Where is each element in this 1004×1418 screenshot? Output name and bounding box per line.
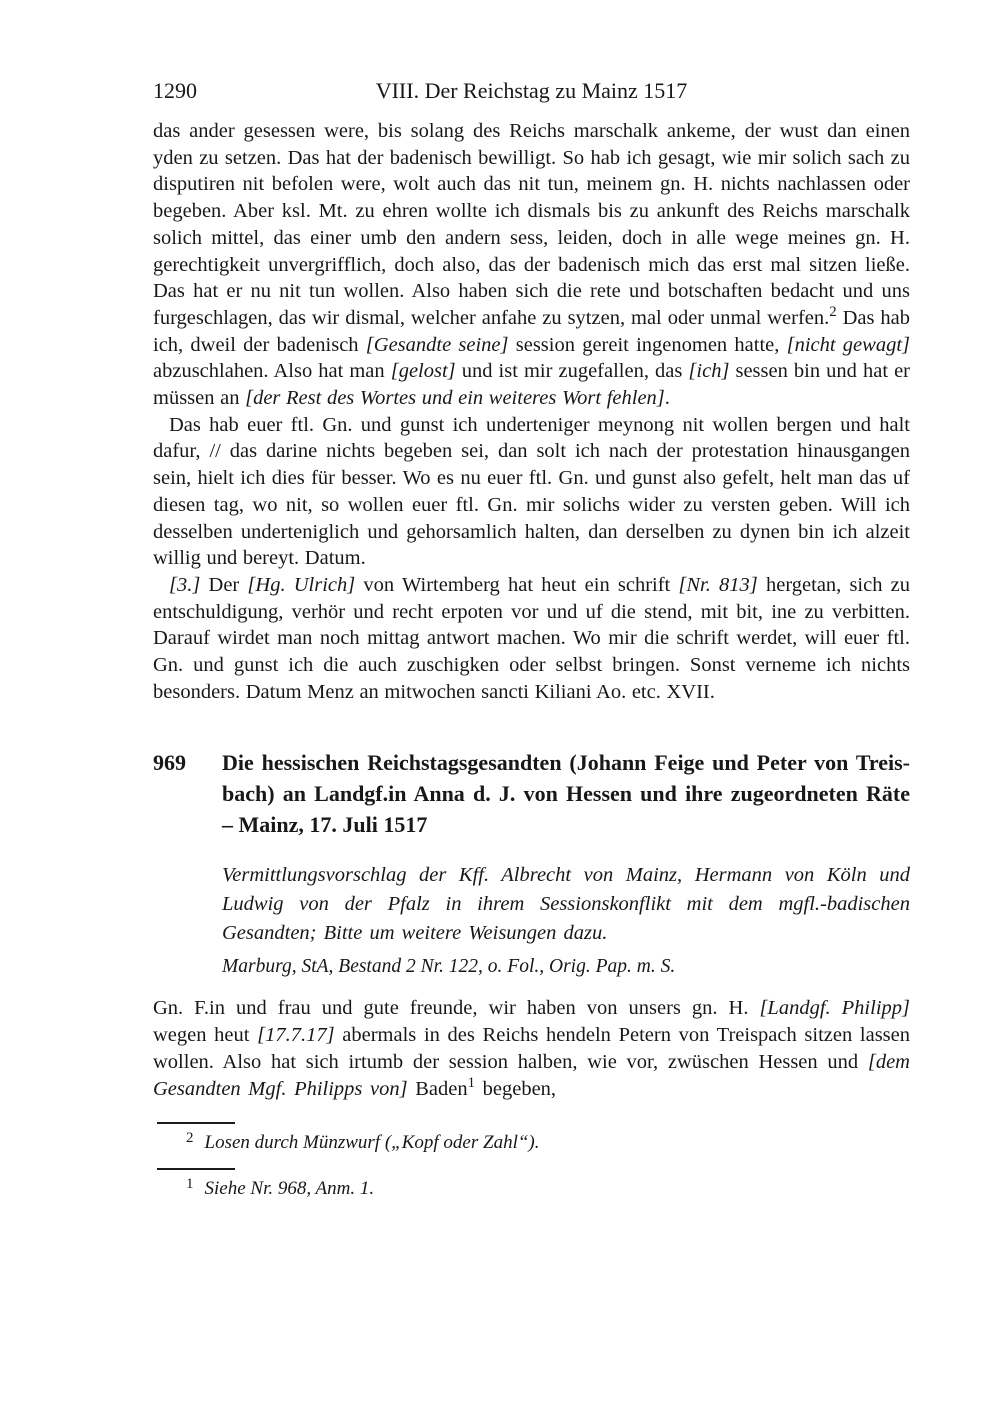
- footnote-separator-rule: [157, 1122, 235, 1124]
- paragraph: Das hab euer ftl. Gn. und gunst ich underteniger meynong nit wollen bergen und halt dafur, // das darine nichts begeben sei, dan solt ich nach der protestation hinausgangen sein, hielt ich dies für besser. Wo es nu euer ftl. Gn. und gunst also gefelt, helt man das uf diesen tag, wo nit, so wollen euer ftl. Gn. mir solichs wider zu versten geben. Will ich desselben underteniglich und gehorsamlich halten, dan derselben zu dynen bin ich alzeit willig und bereyt. Datum.: [153, 413, 910, 570]
- document-heading: [153, 747, 910, 840]
- page-number: 1290: [153, 78, 197, 103]
- title-line: Die hessischen Reichstagsgesandten (Johann Feige und Peter von Treis-: [222, 750, 910, 776]
- title-line: – Mainz, 17. Juli 1517: [222, 812, 428, 838]
- paragraph: [3.] Der [Hg. Ulrich] von Wirtemberg hat heut ein schrift [Nr. 813] hergetan, sich zu entschuldigung, verhör und recht erpoten vor und uf die stend, mit bit, ine zu verbitten. Darauf wirdet man noch mittag antwort machen. Wo mir die schrift werdet, will euer ftl. Gn. und gunst ich die auch zuschigken oder selbst bringen. Sonst verneme ich nichts besonders. Datum Menz an mitwochen sancti Kiliani Ao. etc. XVII.: [153, 573, 910, 703]
- footnote: [153, 1126, 910, 1155]
- title-line: bach) an Landgf.in Anna d. J. von Hessen und ihre zugeordneten Räte: [222, 781, 910, 807]
- footnotes-section: [153, 1122, 910, 1201]
- footnote-separator-rule: [157, 1168, 235, 1170]
- footnote-number: 1: [186, 1176, 194, 1193]
- running-header: [153, 78, 910, 104]
- footnote-number: 2: [186, 1130, 194, 1147]
- footnote-text: Siehe Nr. 968, Anm. 1.: [204, 1178, 375, 1200]
- paragraph: Gn. F.in und frau und gute freunde, wir haben von unsers gn. H. [Landgf. Philipp] wegen heut [17.7.17] abermals in des Reichs hendeln Petern von Treispach sitzen lassen wollen. Also hat sich irtumb der session halben, wie vor, zwüschen Hessen und [dem Gesandten Mgf. Philipps von] Baden$^1$ begeben,: [153, 997, 911, 1100]
- document-number: 969: [153, 750, 186, 776]
- document-body: [153, 995, 910, 1102]
- continuation-text: [153, 118, 910, 705]
- footnote: [153, 1172, 910, 1201]
- footnote-text: Losen durch Münzwurf („Kopf oder Zahl“).: [204, 1132, 540, 1154]
- running-head-title: VIII. Der Reichstag zu Mainz 1517: [375, 78, 688, 103]
- footnote-reference: 2: [829, 304, 837, 321]
- document-title: [222, 747, 910, 840]
- paragraph: das ander gesessen were, bis solang des Reichs marschalk ankeme, der wust dan einen yden zu setzen. Das hat der badenisch bewilligt. So hab ich gesagt, wie mir solich sach zu disputiren nit befolen were, wolt auch das nit tun, meinem gn. H. nichts nachlassen oder begeben. Aber ksl. Mt. zu ehren wollte ich dismals bis zu ankunft des Reichs marschalk solich mittel, das einer umb den andern sess, leiden, doch in alle wege meines gn. H. gerechtigkeit unvergrifflich, doch also, das der badenisch mich das erst mal sitzen ließe. Das hat er nu nit tun wollen. Also haben sich die rete und botschaften bedacht und uns furgeschlagen, das wir dismal, welcher anfahe zu sytzen, mal oder unmal werfen.$^2$ Das hab ich, dweil der badenisch [Gesandte seine] session gereit ingenomen hatte, [nicht gewagt] abzuschlahen. Also hat man [gelost] und ist mir zugefallen, das [ich] sessen bin und hat er müssen an [der Rest des Wortes und ein weiteres Wort fehlen].: [153, 120, 911, 410]
- footnote-reference: 1: [467, 1074, 475, 1091]
- document-source-line: Marburg, StA, Bestand 2 Nr. 122, o. Fol., Orig. Pap. m. S.: [222, 956, 676, 978]
- page-text-block: [153, 78, 910, 1201]
- document-regest: Vermittlungsvorschlag der Kff. Albrecht von Mainz, Hermann von Köln und Ludwig von der Pfalz in ihrem Sessionskonflikt mit dem mgfl.-badischen Gesandten; Bitte um weitere Weisungen dazu.: [222, 864, 910, 945]
